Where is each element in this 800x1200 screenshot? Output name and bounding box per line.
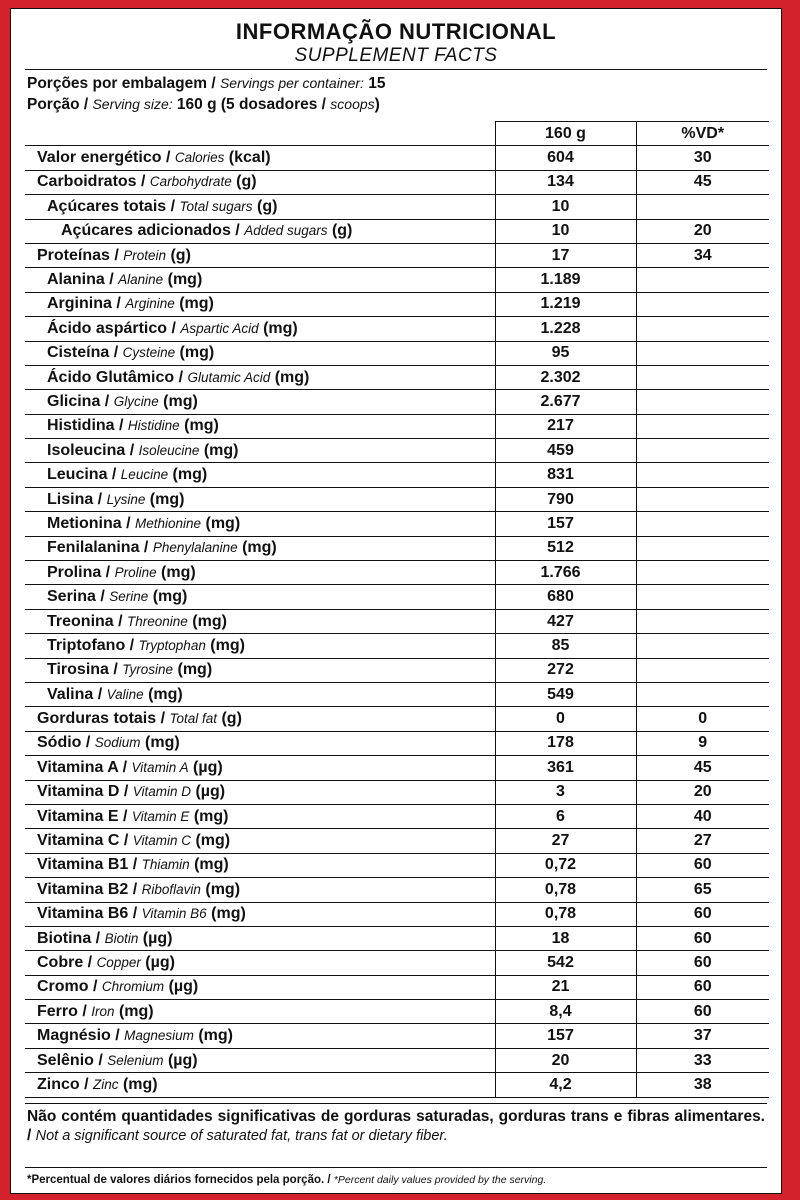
nutrient-amount: 361 <box>495 756 636 780</box>
table-row <box>25 243 769 267</box>
nutrient-name: Fenilalanina / Phenylalanine (mg) <box>25 536 495 560</box>
nutrient-dv: 60 <box>636 926 769 950</box>
divider <box>25 1103 767 1104</box>
nutrient-name: Cromo / Chromium (µg) <box>25 975 495 999</box>
nutrient-amount: 157 <box>495 512 636 536</box>
nutrient-amount: 680 <box>495 585 636 609</box>
nutrient-dv: 45 <box>636 170 769 194</box>
nutrient-name: Cobre / Copper (µg) <box>25 951 495 975</box>
nutrient-name: Histidina / Histidine (mg) <box>25 414 495 438</box>
nutrient-amount: 459 <box>495 439 636 463</box>
header-dv: %VD* <box>636 122 769 146</box>
nutrient-dv <box>636 463 769 487</box>
nutrient-name: Arginina / Arginine (mg) <box>25 292 495 316</box>
nutrient-amount: 427 <box>495 609 636 633</box>
nutrient-name: Sódio / Sodium (mg) <box>25 731 495 755</box>
divider <box>25 69 767 70</box>
nutrient-dv <box>636 195 769 219</box>
table-row <box>25 902 769 926</box>
nutrient-dv: 60 <box>636 1000 769 1024</box>
nutrient-dv: 45 <box>636 756 769 780</box>
nutrient-name: Serina / Serine (mg) <box>25 585 495 609</box>
nutrient-amount: 0,78 <box>495 878 636 902</box>
nutrient-amount: 0,72 <box>495 853 636 877</box>
nutrient-amount: 10 <box>495 195 636 219</box>
nutrient-dv <box>636 561 769 585</box>
nutrient-name: Ácido aspártico / Aspartic Acid (mg) <box>25 317 495 341</box>
divider <box>25 1167 767 1168</box>
nutrient-dv <box>636 414 769 438</box>
nutrient-amount: 272 <box>495 658 636 682</box>
nutrient-dv <box>636 487 769 511</box>
nutrient-dv: 60 <box>636 902 769 926</box>
nutrient-dv <box>636 634 769 658</box>
nutrient-amount: 2.677 <box>495 390 636 414</box>
nutrient-dv: 30 <box>636 146 769 170</box>
percent-note: *Percentual de valores diários fornecidos pela porção. / *Percent daily values provided by the serving. <box>27 1174 547 1186</box>
nutrient-name: Vitamina B6 / Vitamin B6 (mg) <box>25 902 495 926</box>
nutrient-dv <box>636 268 769 292</box>
table-row <box>25 414 769 438</box>
nutrient-dv: 20 <box>636 780 769 804</box>
table-row <box>25 390 769 414</box>
nutrient-dv <box>636 682 769 706</box>
table-row <box>25 195 769 219</box>
table-header-row <box>25 122 769 146</box>
header-amount: 160 g <box>495 122 636 146</box>
nutrient-dv: 20 <box>636 219 769 243</box>
table-row <box>25 561 769 585</box>
nutrient-amount: 790 <box>495 487 636 511</box>
header-blank <box>25 122 495 146</box>
label-title: INFORMAÇÃO NUTRICIONAL <box>235 19 557 44</box>
table-row <box>25 731 769 755</box>
nutrient-name: Valor energético / Calories (kcal) <box>25 146 495 170</box>
nutrient-amount: 3 <box>495 780 636 804</box>
nutrition-table <box>25 121 769 1098</box>
nutrient-dv <box>636 292 769 316</box>
nutrient-amount: 2.302 <box>495 365 636 389</box>
nutrient-amount: 4,2 <box>495 1073 636 1097</box>
nutrient-amount: 134 <box>495 170 636 194</box>
nutrient-name: Triptofano / Tryptophan (mg) <box>25 634 495 658</box>
nutrient-name: Isoleucina / Isoleucine (mg) <box>25 439 495 463</box>
nutrient-name: Vitamina D / Vitamin D (µg) <box>25 780 495 804</box>
table-row <box>25 951 769 975</box>
table-row <box>25 487 769 511</box>
table-row <box>25 170 769 194</box>
nutrient-name: Cisteína / Cysteine (mg) <box>25 341 495 365</box>
nutrient-amount: 85 <box>495 634 636 658</box>
nutrient-dv <box>636 512 769 536</box>
table-row <box>25 609 769 633</box>
nutrient-name: Proteínas / Protein (g) <box>25 243 495 267</box>
nutrient-amount: 604 <box>495 146 636 170</box>
table-row <box>25 658 769 682</box>
nutrient-dv: 33 <box>636 1048 769 1072</box>
table-row <box>25 853 769 877</box>
nutrient-dv: 60 <box>636 975 769 999</box>
nutrient-name: Metionina / Methionine (mg) <box>25 512 495 536</box>
nutrient-amount: 1.219 <box>495 292 636 316</box>
table-row <box>25 780 769 804</box>
nutrient-dv <box>636 365 769 389</box>
nutrient-amount: 18 <box>495 926 636 950</box>
nutrient-amount: 8,4 <box>495 1000 636 1024</box>
nutrient-amount: 512 <box>495 536 636 560</box>
serving-size: Porção / Serving size: 160 g (5 dosadores / scoops) <box>27 96 380 113</box>
nutrient-name: Vitamina B1 / Thiamin (mg) <box>25 853 495 877</box>
table-row <box>25 292 769 316</box>
nutrient-dv: 38 <box>636 1073 769 1097</box>
table-row <box>25 317 769 341</box>
nutrient-name: Tirosina / Tyrosine (mg) <box>25 658 495 682</box>
nutrient-name: Açúcares totais / Total sugars (g) <box>25 195 495 219</box>
table-row <box>25 1000 769 1024</box>
nutrient-amount: 178 <box>495 731 636 755</box>
table-row <box>25 463 769 487</box>
nutrient-name: Prolina / Proline (mg) <box>25 561 495 585</box>
table-row <box>25 536 769 560</box>
nutrient-name: Ácido Glutâmico / Glutamic Acid (mg) <box>25 365 495 389</box>
nutrient-dv <box>636 536 769 560</box>
nutrient-dv <box>636 317 769 341</box>
servings-per-container: Porções por embalagem / Servings per container: 15 <box>27 75 386 92</box>
nutrient-amount: 831 <box>495 463 636 487</box>
nutrient-dv: 27 <box>636 829 769 853</box>
table-row <box>25 707 769 731</box>
nutrient-name: Lisina / Lysine (mg) <box>25 487 495 511</box>
table-row <box>25 1048 769 1072</box>
nutrient-amount: 157 <box>495 1024 636 1048</box>
nutrient-dv <box>636 341 769 365</box>
nutrient-dv: 65 <box>636 878 769 902</box>
servings-info <box>27 73 386 115</box>
nutrient-name: Magnésio / Magnesium (mg) <box>25 1024 495 1048</box>
nutrient-name: Leucina / Leucine (mg) <box>25 463 495 487</box>
nutrient-name: Açúcares adicionados / Added sugars (g) <box>25 219 495 243</box>
nutrient-dv <box>636 609 769 633</box>
nutrient-name: Ferro / Iron (mg) <box>25 1000 495 1024</box>
nutrient-amount: 0 <box>495 707 636 731</box>
nutrient-dv <box>636 390 769 414</box>
nutrient-name: Alanina / Alanine (mg) <box>25 268 495 292</box>
table-row <box>25 926 769 950</box>
table-row <box>25 146 769 170</box>
nutrient-amount: 6 <box>495 804 636 828</box>
nutrient-dv: 9 <box>636 731 769 755</box>
nutrition-label <box>10 8 782 1194</box>
nutrient-name: Gorduras totais / Total fat (g) <box>25 707 495 731</box>
footnote: Não contém quantidades significativas de gorduras saturadas, gorduras trans e fibras alimentares. / Not a significant source of saturated fat, trans fat or dietary fiber. <box>27 1108 765 1144</box>
nutrient-name: Vitamina A / Vitamin A (µg) <box>25 756 495 780</box>
nutrient-name: Vitamina B2 / Riboflavin (mg) <box>25 878 495 902</box>
table-row <box>25 585 769 609</box>
table-row <box>25 1024 769 1048</box>
nutrient-amount: 21 <box>495 975 636 999</box>
nutrient-amount: 27 <box>495 829 636 853</box>
table-row <box>25 365 769 389</box>
table-row <box>25 878 769 902</box>
nutrient-name: Vitamina C / Vitamin C (mg) <box>25 829 495 853</box>
nutrient-dv: 37 <box>636 1024 769 1048</box>
table-row <box>25 1073 769 1097</box>
nutrient-dv <box>636 658 769 682</box>
nutrient-amount: 217 <box>495 414 636 438</box>
nutrient-dv <box>636 439 769 463</box>
nutrient-amount: 542 <box>495 951 636 975</box>
nutrient-amount: 549 <box>495 682 636 706</box>
nutrient-name: Valina / Valine (mg) <box>25 682 495 706</box>
nutrient-name: Biotina / Biotin (µg) <box>25 926 495 950</box>
nutrient-amount: 95 <box>495 341 636 365</box>
nutrient-name: Carboidratos / Carbohydrate (g) <box>25 170 495 194</box>
table-row <box>25 829 769 853</box>
nutrient-amount: 10 <box>495 219 636 243</box>
nutrient-dv: 60 <box>636 853 769 877</box>
table-row <box>25 804 769 828</box>
table-row <box>25 634 769 658</box>
label-subtitle: SUPPLEMENT FACTS <box>294 45 498 66</box>
nutrient-dv: 60 <box>636 951 769 975</box>
table-row <box>25 682 769 706</box>
nutrient-dv: 0 <box>636 707 769 731</box>
nutrient-amount: 0,78 <box>495 902 636 926</box>
nutrient-amount: 17 <box>495 243 636 267</box>
table-row <box>25 756 769 780</box>
table-row <box>25 268 769 292</box>
nutrient-amount: 1.189 <box>495 268 636 292</box>
nutrient-name: Glicina / Glycine (mg) <box>25 390 495 414</box>
nutrient-dv <box>636 585 769 609</box>
nutrient-amount: 20 <box>495 1048 636 1072</box>
nutrient-name: Treonina / Threonine (mg) <box>25 609 495 633</box>
nutrient-dv: 40 <box>636 804 769 828</box>
nutrient-name: Zinco / Zinc (mg) <box>25 1073 495 1097</box>
nutrient-name: Vitamina E / Vitamin E (mg) <box>25 804 495 828</box>
nutrient-name: Selênio / Selenium (µg) <box>25 1048 495 1072</box>
table-row <box>25 219 769 243</box>
table-row <box>25 975 769 999</box>
nutrient-amount: 1.228 <box>495 317 636 341</box>
table-row <box>25 439 769 463</box>
nutrient-amount: 1.766 <box>495 561 636 585</box>
table-row <box>25 341 769 365</box>
table-row <box>25 512 769 536</box>
nutrient-dv: 34 <box>636 243 769 267</box>
